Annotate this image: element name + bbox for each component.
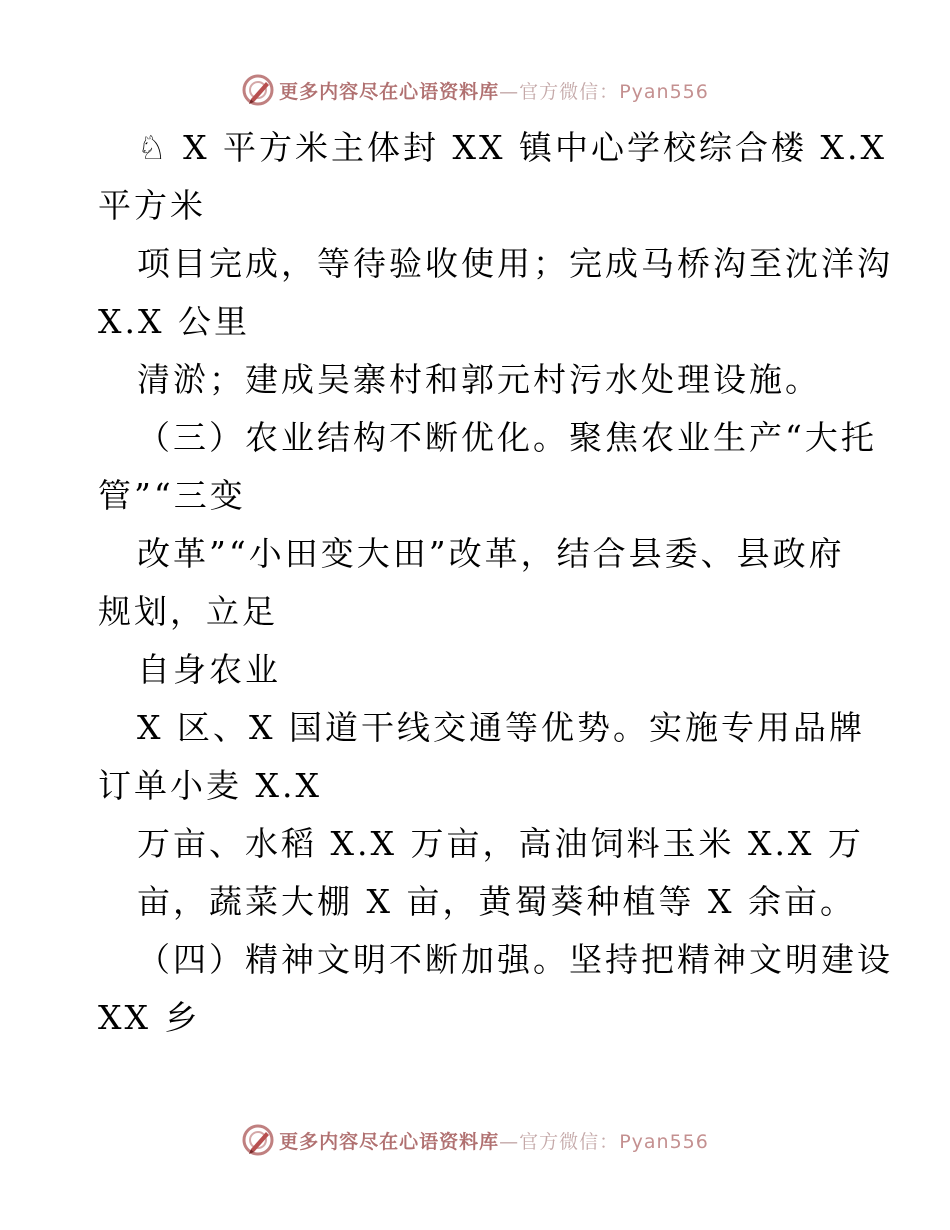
text-line: （三）农业结构不断优化。聚焦农业生产“大托 <box>137 418 877 457</box>
watermark-dash: — <box>499 1130 520 1153</box>
text-line: 规划，立足 <box>98 592 278 631</box>
text-line: ♘ X 平方米主体封 XX 镇中心学校综合楼 X.X <box>137 128 887 167</box>
text-line: 平方米 <box>98 186 206 225</box>
text-line: 清淤；建成吴寨村和郭元村污水处理设施。 <box>137 360 821 399</box>
watermark-text <box>279 1127 709 1154</box>
watermark-title: 更多内容尽在心语资料库 <box>279 80 500 103</box>
text-line: 亩，蔬菜大棚 X 亩，黄蜀葵种植等 X 余亩。 <box>137 882 856 921</box>
text-line: 万亩、水稻 X.X 万亩，高油饲料玉米 X.X 万 <box>137 824 864 863</box>
watermark-wechat-id: Pyan556 <box>619 1130 709 1153</box>
text-line: 项目完成，等待验收使用；完成马桥沟至沈洋沟 <box>137 244 893 283</box>
footer-watermark <box>0 1120 950 1160</box>
watermark-label: 官方微信： <box>519 80 620 103</box>
pen-logo-icon <box>241 1123 275 1157</box>
watermark-wechat-id: Pyan556 <box>619 80 709 103</box>
text-line: X 区、X 国道干线交通等优势。实施专用品牌 <box>137 708 865 747</box>
text-line: 改革”“小田变大田”改革，结合县委、县政府 <box>137 534 845 573</box>
watermark-dash: — <box>499 80 520 103</box>
text-line: （四）精神文明不断加强。坚持把精神文明建设 <box>137 940 893 979</box>
watermark-title: 更多内容尽在心语资料库 <box>279 1130 500 1153</box>
text-line: XX 乡 <box>98 998 201 1037</box>
text-line: X.X 公里 <box>98 302 250 341</box>
text-line: 自身农业 <box>137 650 281 689</box>
text-line: 管”“三变 <box>98 476 246 515</box>
text-line: 订单小麦 X.X <box>98 766 322 805</box>
watermark-label: 官方微信： <box>519 1130 620 1153</box>
